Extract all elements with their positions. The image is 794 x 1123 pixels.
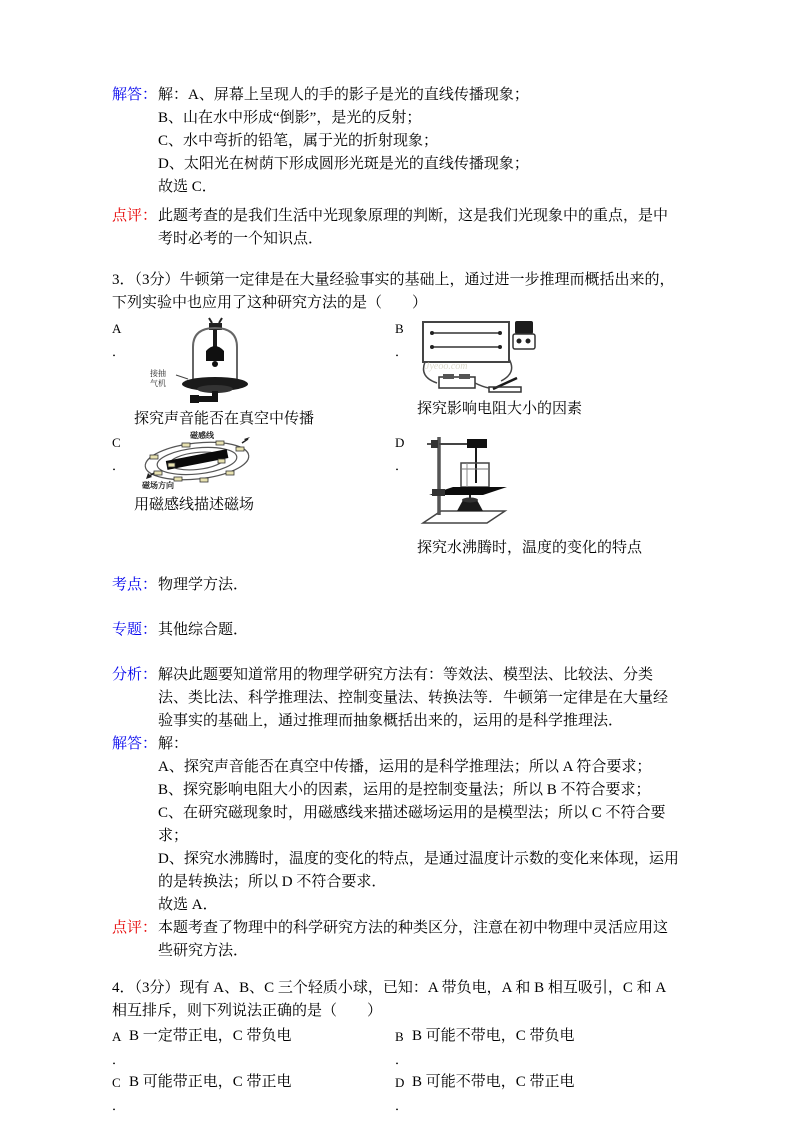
option-letter: B	[395, 321, 404, 336]
answer-line: 故选 C．	[158, 179, 217, 195]
option-dot: ．	[395, 1098, 409, 1113]
q2-answer-block	[112, 84, 682, 199]
fenxi-text: 解决此题要知道常用的物理学研究方法有：等效法、模型法、比较法、分类法、类比法、科学推理法、控制变量法、转换法等．牛顿第一定律是在大量经验事实的基础上，通过推理而抽象概括出来的，运用的是科学推理法．	[158, 667, 669, 729]
q3-option-b	[395, 317, 682, 431]
q4-option-a-key	[112, 1025, 129, 1071]
answer-line: D、探究水沸腾时，温度的变化的特点，是通过温度计示数的变化来体现，运用的是转换法；所以 D 不符合要求．	[158, 851, 679, 890]
q3-answer-content	[158, 733, 682, 917]
answer-line: B、探究影响电阻大小的因素，运用的是控制变量法；所以 B 不符合要求；	[158, 782, 651, 798]
q3-option-c-caption: 用磁感线描述磁场	[134, 497, 255, 513]
q3-option-a-key	[112, 317, 130, 363]
q3-option-d-key	[395, 431, 413, 477]
q4-option-d-key	[395, 1071, 412, 1117]
zhuanti-text: 其他综合题．	[158, 622, 249, 638]
zhuanti-label: 专题：	[112, 622, 158, 638]
answer-line: A、探究声音能否在真空中传播，运用的是科学推理法；所以 A 符合要求；	[158, 759, 652, 775]
answer-line: C、水中弯折的铅笔，属于光的折射现象；	[158, 133, 439, 149]
option-dot: ．	[112, 1098, 126, 1113]
q4-number: 4．（3分）	[112, 980, 180, 996]
q4-option-b-key	[395, 1025, 412, 1071]
boiling-illustration	[419, 431, 509, 529]
option-dot: ．	[395, 458, 409, 473]
fenxi-label: 分析：	[112, 667, 158, 683]
answer-line: C、在研究磁现象时，用磁感线来描述磁场运用的是模型法；所以 C 不符合要求；	[158, 805, 666, 844]
option-dot: ．	[112, 344, 126, 359]
q3-number: 3．（3分）	[112, 272, 180, 288]
q4-option-c	[112, 1071, 395, 1117]
answer-line: 故选 A．	[158, 897, 218, 913]
answer-line: D、太阳光在树荫下形成圆形光斑是光的直线传播现象；	[158, 156, 529, 172]
field-direction-label: 磁场方向	[142, 481, 174, 490]
q2-answer-content	[158, 84, 682, 199]
bell-jar-illustration	[166, 317, 266, 407]
q4-option-c-key	[112, 1071, 129, 1117]
option-letter: C	[112, 1075, 121, 1090]
q3-comment-text: 本题考查了物理中的科学研究方法的种类区分，注意在初中物理中灵活应用这些研究方法．	[158, 920, 669, 959]
q3-option-b-key	[395, 317, 413, 363]
q3-stem	[112, 269, 682, 315]
answer-line: 解：	[158, 736, 189, 752]
q4-stem	[112, 977, 682, 1023]
q3-zhuanti-block	[112, 619, 682, 642]
q4-option-d-text: B 可能不带电，C 带正电	[412, 1074, 575, 1090]
kaodian-text: 物理学方法．	[158, 577, 249, 593]
q3-option-a	[112, 317, 395, 431]
option-letter: C	[112, 435, 121, 450]
q3-options	[112, 317, 682, 560]
option-letter: B	[395, 1029, 404, 1044]
comment-label: 点评：	[112, 208, 158, 224]
bell-jar-figure	[150, 317, 260, 407]
q4-option-b-text: B 可能不带电，C 带负电	[412, 1028, 575, 1044]
answer-line: 解：A、屏幕上呈现人的手的影子是光的直线传播现象；	[158, 87, 529, 103]
q3-option-c-key	[112, 431, 130, 477]
option-dot: ．	[112, 1052, 126, 1067]
q2-comment-block	[112, 205, 682, 251]
comment-label: 点评：	[112, 920, 158, 936]
q4-option-c-text: B 可能带正电，C 带正电	[129, 1074, 292, 1090]
option-letter: A	[112, 1029, 122, 1044]
q4-option-b	[395, 1025, 682, 1071]
option-dot: ．	[112, 458, 126, 473]
field-line-label: 磁感线	[190, 431, 214, 440]
q3-option-d-caption: 探究水沸腾时，温度的变化的特点	[417, 540, 643, 556]
option-dot: ．	[395, 1052, 409, 1067]
q4-option-d	[395, 1071, 682, 1117]
q3-option-b-caption: 探究影响电阻大小的因素	[417, 401, 583, 417]
answer-label: 解答：	[112, 87, 158, 103]
q3-option-d	[395, 431, 682, 560]
q2-comment-text: 此题考查的是我们生活中光现象原理的判断，这是我们光现象中的重点，是中考时必考的一个知识点．	[158, 208, 669, 247]
q3-stem-text: 牛顿第一定律是在大量经验事实的基础上，通过进一步推理而概括出来的，下列实验中也应用了这种研究方法的是（ ）	[112, 272, 675, 311]
option-letter: A	[112, 321, 122, 336]
answer-line: B、山在水中形成“倒影”，是光的反射；	[158, 110, 422, 126]
q3-fenxi-block	[112, 664, 682, 733]
pump-label: 接抽	[150, 369, 166, 378]
magnet-figure	[138, 431, 256, 493]
watermark-text: Jyeoo.com	[425, 361, 468, 372]
q3-comment-block	[112, 917, 682, 963]
q4-stem-text: 现有 A、B、C 三个轻质小球，已知：A 带负电，A 和 B 相互吸引，C 和 A 相互排斥，则下列说法正确的是（ ）	[112, 980, 666, 1019]
q3-kaodian-block	[112, 574, 682, 597]
q4-option-a	[112, 1025, 395, 1071]
boiling-figure	[419, 431, 509, 529]
q4-options	[112, 1025, 682, 1117]
kaodian-label: 考点：	[112, 577, 158, 593]
option-dot: ．	[395, 344, 409, 359]
option-letter: D	[395, 435, 405, 450]
option-letter: D	[395, 1075, 405, 1090]
circuit-figure	[417, 317, 539, 397]
answer-label: 解答：	[112, 736, 158, 752]
pump-label: 气机	[150, 379, 166, 388]
q3-answer-block	[112, 733, 682, 917]
q3-option-c	[112, 431, 395, 560]
q4-option-a-text: B 一定带正电，C 带负电	[129, 1028, 292, 1044]
q3-option-a-caption: 探究声音能否在真空中传播	[134, 411, 315, 427]
